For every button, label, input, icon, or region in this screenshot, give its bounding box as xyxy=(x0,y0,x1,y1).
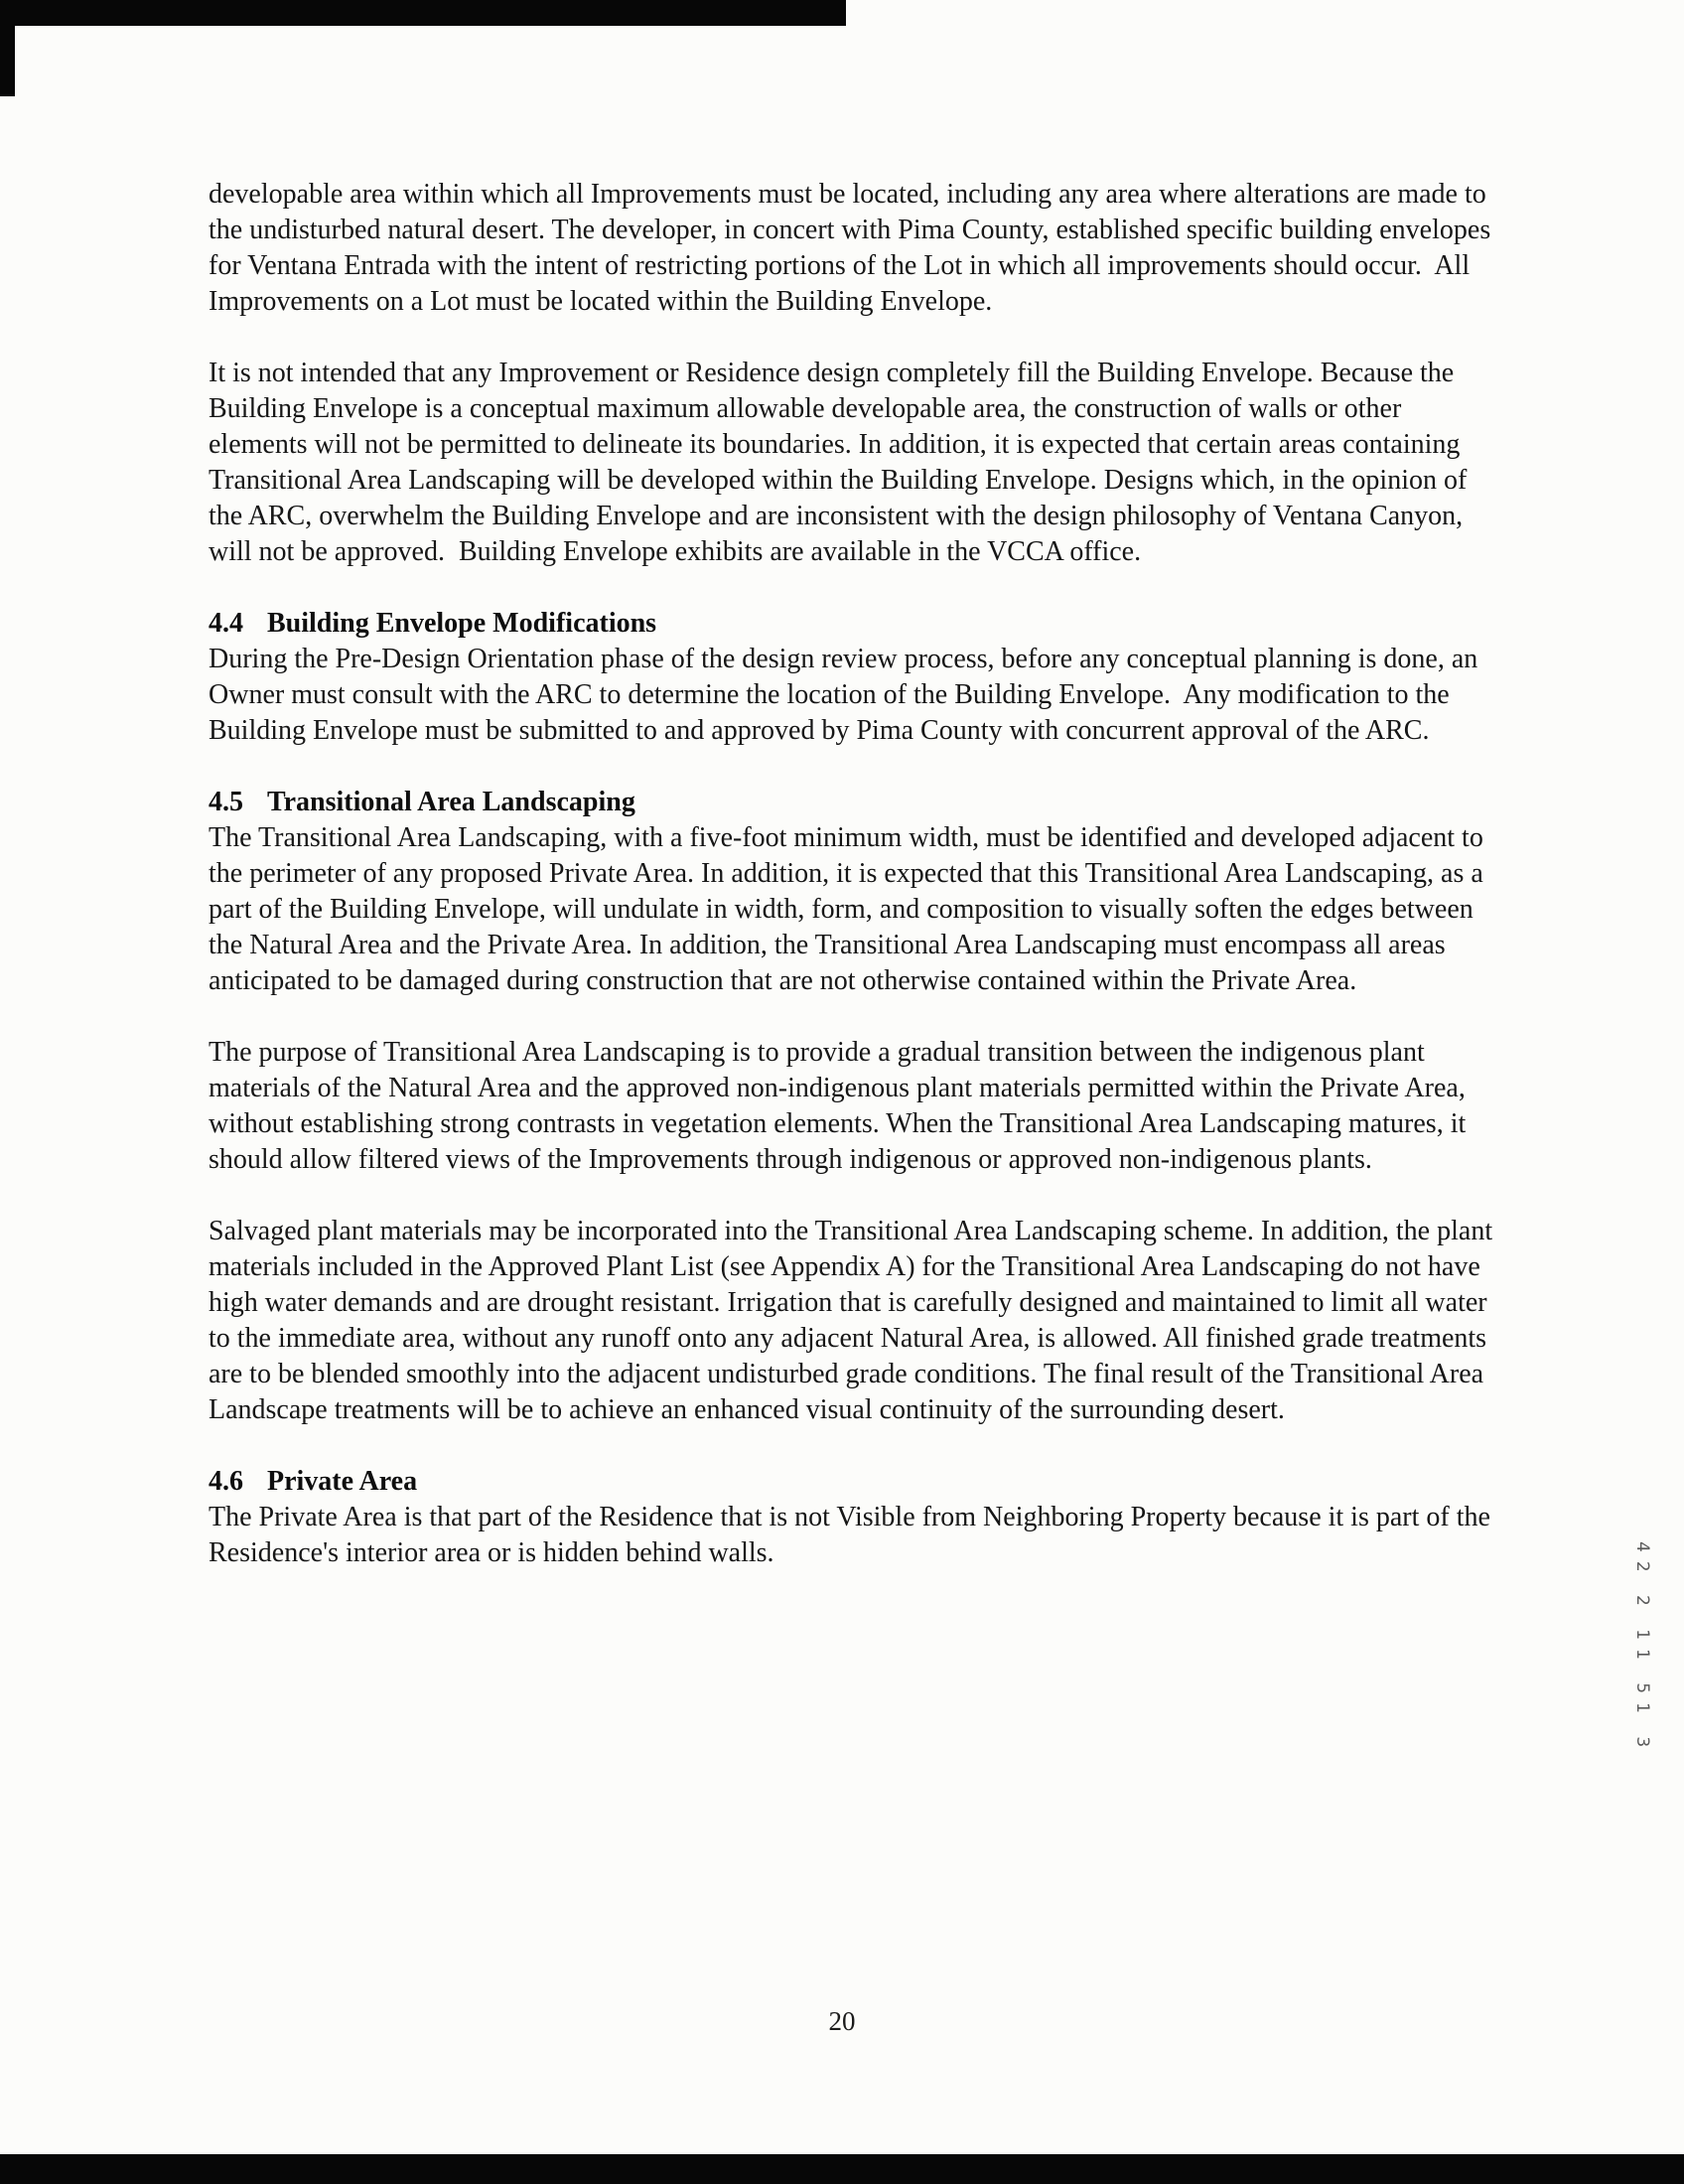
paragraph-4-4-body: During the Pre-Design Orientation phase of the design review process, before any conceptual planning is done, an Owner must consult with the ARC to determine the location of the Building Envelope. Any modification to the Building Envelope must be submitted to and approved by Pima County with concurrent approval of the ARC. xyxy=(209,644,1485,746)
section-heading-4-6 xyxy=(209,1464,1499,1500)
section-title: Building Envelope Modifications xyxy=(267,608,657,639)
paragraph-building-envelope-intro: developable area within which all Improvements must be located, including any area where alterations are made to the undisturbed natural desert. The developer, in concert with Pima County, established specific building envelopes for Ventana Entrada with the intent of restricting portions of the Lot in which all improvements should occur. All Improvements on a Lot must be located within the Building Envelope. xyxy=(209,179,1498,317)
scan-artifact-top-bar xyxy=(0,0,846,26)
page-body-text xyxy=(209,177,1499,1571)
page-number: 20 xyxy=(828,2006,856,2036)
section-number: 4.4 xyxy=(209,608,243,639)
paragraph-4-6-body: The Private Area is that part of the Residence that is not Visible from Neighboring Property because it is part of the Residence's interior area or is hidden behind walls. xyxy=(209,1502,1497,1568)
scan-artifact-bottom-bar xyxy=(0,2154,1684,2184)
section-heading-4-4 xyxy=(209,606,1499,642)
paragraph-4-5-body-3: Salvaged plant materials may be incorporated into the Transitional Area Landscaping scheme. In addition, the plant materials included in the Approved Plant List (see Appendix A) for the Transitional Area Landscaping do not have high water demands and are drought resistant. Irrigation that is carefully designed and maintained to limit all water to the immediate area, without any runoff onto any adjacent Natural Area, is allowed. All finished grade treatments are to be blended smoothly into the adjacent undisturbed grade conditions. The final result of the Transitional Area Landscape treatments will be to achieve an enhanced visual continuity of the surrounding desert. xyxy=(209,1216,1500,1425)
section-heading-4-5 xyxy=(209,785,1499,820)
section-title: Private Area xyxy=(267,1466,418,1497)
section-title: Transitional Area Landscaping xyxy=(267,787,635,817)
paragraph-4-5-body-1: The Transitional Area Landscaping, with a five-foot minimum width, must be identified and developed adjacent to the perimeter of any proposed Private Area. In addition, it is expected that this Transitional Area Landscaping, as a part of the Building Envelope, will undulate in width, form, and composition to visually soften the edges between the Natural Area and the Private Area. In addition, the Transitional Area Landscaping must encompass all areas anticipated to be damaged during construction that are not otherwise contained within the Private Area. xyxy=(209,822,1490,996)
handwritten-margin-annotation: 42 2 11 51 3 xyxy=(1632,1541,1652,1757)
section-number: 4.6 xyxy=(209,1466,243,1497)
scan-artifact-left-bar xyxy=(0,0,15,96)
section-number: 4.5 xyxy=(209,787,243,817)
paragraph-4-5-body-2: The purpose of Transitional Area Landscaping is to provide a gradual transition between the indigenous plant materials of the Natural Area and the approved non-indigenous plant materials permitted within the Private Area, without establishing strong contrasts in vegetation elements. When the Transitional Area Landscaping matures, it should allow filtered views of the Improvements through indigenous or approved non-indigenous plants. xyxy=(209,1037,1474,1175)
paragraph-building-envelope-intent: It is not intended that any Improvement or Residence design completely fill the Building Envelope. Because the Building Envelope is a conceptual maximum allowable developable area, the construction of walls or other elements will not be permitted to delineate its boundaries. In addition, it is expected that certain areas containing Transitional Area Landscaping will be developed within the Building Envelope. Designs which, in the opinion of the ARC, overwhelm the Building Envelope and are inconsistent with the design philosophy of Ventana Canyon, will not be approved. Building Envelope exhibits are available in the VCCA office. xyxy=(209,358,1474,567)
